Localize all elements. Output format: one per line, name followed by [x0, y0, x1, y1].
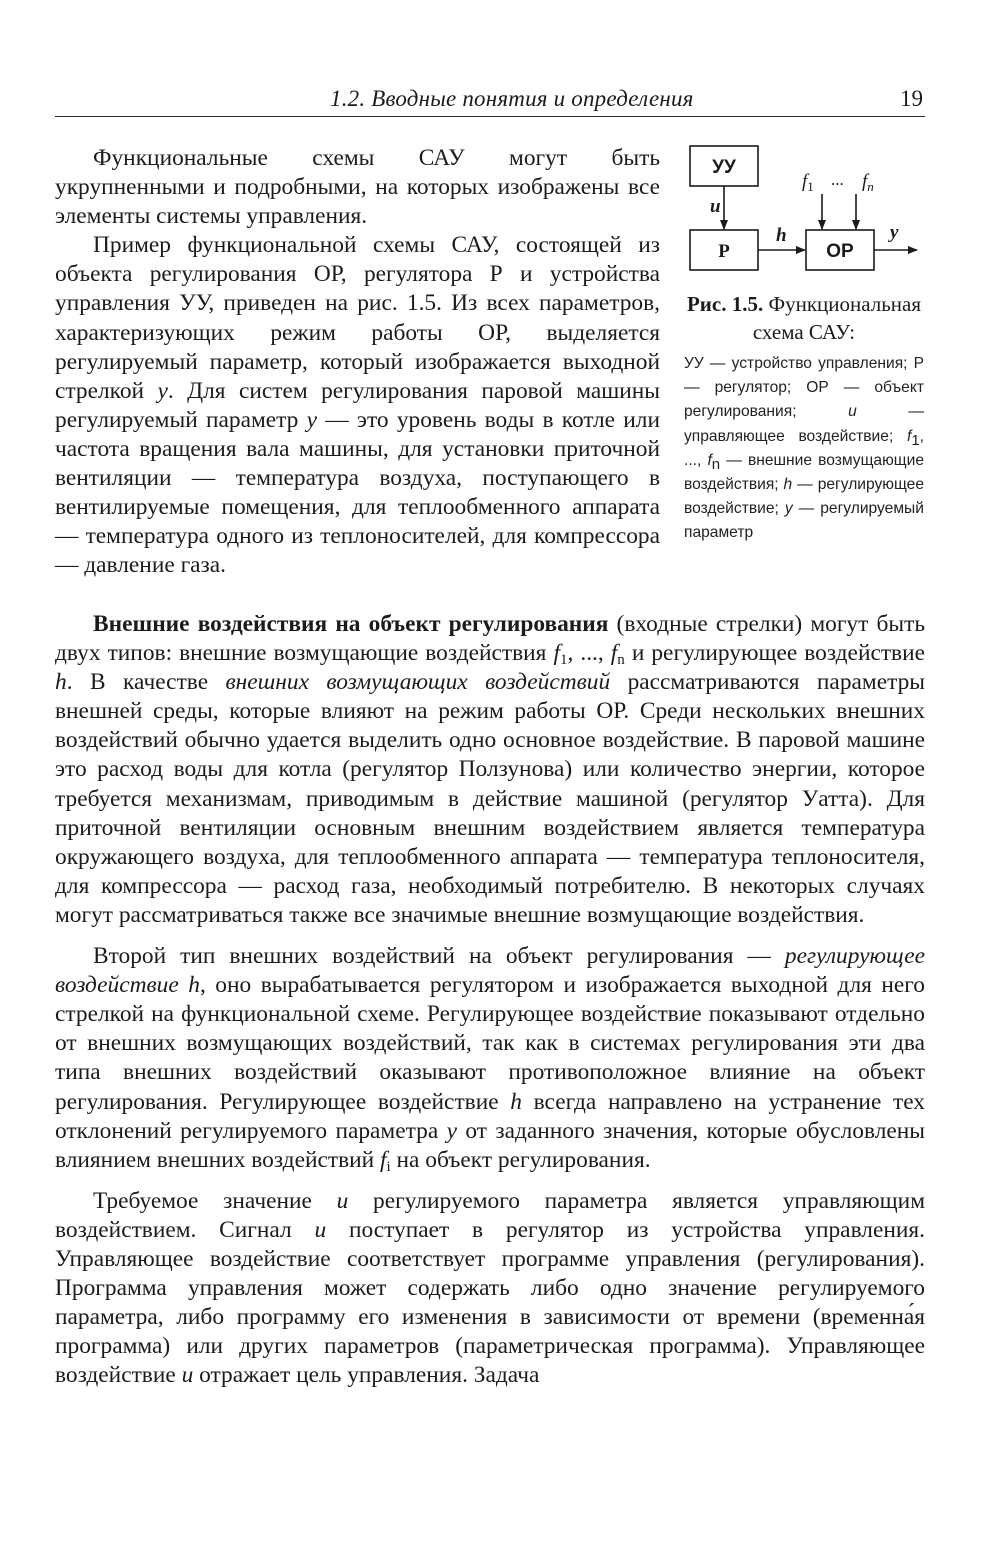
label-dots: ...	[831, 170, 844, 189]
label-h: h	[776, 225, 787, 246]
block-uu-label: УУ	[712, 157, 736, 178]
paragraph-2: Пример функциональной схемы САУ, состоящей из объекта регулирования ОР, регулятора Р и устройства управления УУ, приведен на рис. 1.5. Из всех параметров, характеризующих режим работы ОР, выделяется регулируемый параметр, который изображается выходной стрелкой y. Для систем регулирования паровой машины регулируемый параметр y — это уровень воды в котле или частота вращения вала машины, для установки приточной вентиляции — температура воздуха, поступающего в вентилируемые помещения, для теплообменного аппарата — температура одного из теплоносителей, для компрессора — давление газа.	[55, 232, 660, 579]
label-fn: $f_n$	[862, 171, 874, 194]
paragraph-5: Требуемое значение u регулируемого параметра является управляющим воздействием. Сигнал u поступает в регулятор из устройства управления. Управляющее воздействие соответствует программе управления (регулирования). Программа управления может содержать либо одно значение регулируемого параметра, либо программу его изменения в зависимости от времени (временна́я программа) или других параметров (параметрическая программа). Управляющее воздействие u отражает цель управления. Задача	[55, 1187, 925, 1389]
left-column	[55, 144, 660, 580]
page-number: 19	[900, 86, 923, 111]
paragraph-3: Внешние воздействия на объект регулирования (входные стрелки) могут быть двух типов: внешние возмущающие воздействия $f_1$, ..., $f_n$ и регулирующее воздействие h. В качестве внешних возмущающих воздействий рассматриваются параметры внешней среды, которые влияют на режим работы ОР. Среди нескольких внешних воздействий обычно удается выделить одно основное воздействие. В паровой машине это расход воды для котла (регулятор Ползунова) или количество энергии, которое требуется механизмам, приводимым в действие машиной (регулятор Уатта). Для приточной вентиляции основным внешним воздействием является температура окружающего воздуха, для теплообменного аппарата — температура теплоносителя, для компрессора — расход газа, необходимый потребителю. В некоторых случаях могут рассматриваться также все значимые внешние возмущающие воздействия.	[55, 611, 926, 928]
label-f1: $f_1$	[802, 171, 814, 194]
running-header	[55, 82, 925, 117]
functional-diagram	[680, 140, 930, 280]
figure-caption	[684, 290, 924, 546]
label-y: y	[890, 222, 899, 243]
paragraph-1: Функциональные схемы САУ могут быть укрупненными и подробными, на которых изображены все элементы системы управления.	[55, 145, 660, 230]
block-op-label: ОР	[826, 241, 854, 262]
main-column	[55, 610, 925, 1390]
paragraph-4: Второй тип внешних воздействий на объект регулирования — регулирующее воздействие h, оно вырабатывается регулятором и изображается выходной для него стрелкой на функциональной схеме. Регулирующее воздействие показывают отдельно от внешних возмущающих воздействий, так как в системах регулирования эти два типа внешних воздействий оказывают противоположное влияние на объект регулирования. Регулирующее воздействие h всегда направлено на устранение тех отклонений регулируемого параметра y от заданного значения, которые обусловлены влиянием внешних воздействий $f_i$ на объект регулирования.	[55, 943, 925, 1175]
label-u: u	[710, 196, 721, 217]
block-p-label: Р	[718, 241, 730, 262]
caption-legend: УУ — устройство управления; Р — регулятор; ОР — объект регулирования; u — управляющее воздействие; $f_1$, ..., $f_n$ — внешние возмущающие воздействия; h — регулирующее воздействие; y — регулируемый параметр	[684, 355, 924, 542]
running-title: 1.2. Вводные понятия и определения	[330, 86, 694, 111]
caption-title: Рис. 1.5. Функциональная схема САУ:	[686, 292, 922, 344]
